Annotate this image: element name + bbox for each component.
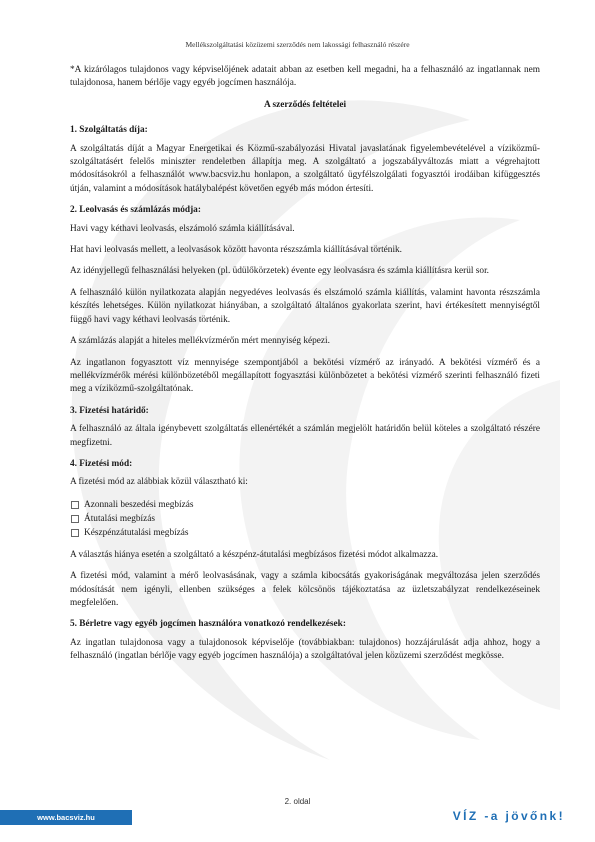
paragraph: A felhasználó az általa igénybevett szolgáltatás ellenértékét a számlán megjelölt határidőn belül köteles a szolgáltató részére megfizetni.: [70, 424, 540, 448]
payment-option-label: Átutalási megbízás: [84, 513, 155, 524]
paragraph: A számlázás alapját a hiteles mellékvízmérőn mért mennyiség képezi.: [70, 336, 330, 347]
payment-options-intro: A fizetési mód az alábbiak közül választható ki:: [70, 477, 248, 488]
payment-option-cash-transfer: [70, 526, 540, 540]
paragraph: A választás hiánya esetén a szolgáltató a készpénz-átutalási megbízásos fizetési módot alkalmazza.: [70, 549, 439, 560]
paragraph: A szolgáltatás díját a Magyar Energetikai és Közmű-szabályozási Hivatal javaslatának figyelembevételével a víziközmű-szolgáltatásért felelős miniszter rendeletben állapítja meg. A szolgáltató a jogszabályváltozás miatt a végrehajtott módosításokról a felhasználót www.bacsviz.hu honlapon, a szolgáltató ügyfélszolgálati fogyasztói irodáiban kifüggesztés útján, valamint a módosítások hatálybalépést követően egyéb más módon értesíti.: [70, 143, 540, 194]
page-number: 2. oldal: [284, 797, 311, 806]
paragraph: Az ingatlanon fogyasztott víz mennyisége szempontjából a bekötési vízmérő az irányadó. A bekötési vízmérő és a mellékvízmérők mérési különbözetéből megállapított fogyasztási különbözetet a bekötési vízmérő szerinti felhasználó fizeti meg a víziközmű-szolgáltatónak.: [70, 357, 540, 395]
payment-option-label: Készpénzátutalási megbízás: [84, 527, 189, 538]
paragraph: A felhasználó külön nyilatkozata alapján negyedéves leolvasás és elszámoló számla kiállítás, valamint havonta részszámla készítés lehetséges. Külön nyilatkozat hiányában, a szolgáltató általános gyakorlata szerint, havi értékesített mennyiségtől függő havi vagy kéthavi leolvasás történik.: [70, 287, 540, 325]
section-heading-2: 2. Leolvasás és számlázás módja:: [70, 205, 201, 216]
checkbox-icon: [71, 529, 79, 537]
checkbox-icon: [71, 501, 79, 509]
intro-note: *A kizárólagos tulajdonos vagy képviselőjének adatait abban az esetben kell megadni, ha a felhasználó az ingatlannak nem tulajdonosa, hanem bérlője vagy egyéb jogcímen használója.: [70, 65, 540, 89]
payment-option-transfer: [70, 512, 540, 526]
paragraph: Havi vagy kéthavi leolvasás, elszámoló számla kiállításával.: [70, 223, 295, 234]
section-heading-1: 1. Szolgáltatás díja:: [70, 125, 148, 136]
website-link[interactable]: www.bacsviz.hu: [0, 810, 132, 825]
section-heading-5: 5. Bérletre vagy egyéb jogcímen használóra vonatkozó rendelkezések:: [70, 619, 346, 630]
payment-option-direct-debit: [70, 498, 540, 512]
checkbox-icon: [71, 515, 79, 523]
paragraph: A fizetési mód, valamint a mérő leolvasásának, vagy a számla kibocsátás gyakoriságának megváltozása jelen szerződés módosítását nem igényli, ellenben szükséges a felek kölcsönös tájékoztatása az üzletszabályzat rendelkezéseinek megfelelően.: [70, 571, 540, 608]
payment-method-options: [70, 498, 540, 540]
paragraph: Az idényjellegű felhasználási helyeken (pl. üdülőkörzetek) évente egy leolvasásra és számla kiállításra kerül sor.: [70, 266, 489, 277]
document-body: [70, 64, 540, 672]
paragraph: Hat havi leolvasás mellett, a leolvasások között havonta részszámla kiállításával történik.: [70, 245, 402, 256]
payment-option-label: Azonnali beszedési megbízás: [84, 499, 194, 510]
footer-slogan: VÍZ -a jövőnk!: [452, 809, 565, 823]
section-heading-3: 3. Fizetési határidő:: [70, 405, 149, 416]
section-heading-4: 4. Fizetési mód:: [70, 458, 133, 469]
paragraph: Az ingatlan tulajdonosa vagy a tulajdonosok képviselője (továbbiakban: tulajdonos) hozzájárulását adja ahhoz, hogy a felhasználó (ingatlan bérlője vagy egyéb jogcímen használója) a szolgáltatóval jelen közüzemi szerződést megkösse.: [70, 637, 540, 662]
document-title: A szerződés feltételei: [263, 99, 347, 110]
page-header: Mellékszolgáltatási közüzemi szerződés nem lakossági felhasználó részére: [185, 40, 410, 49]
